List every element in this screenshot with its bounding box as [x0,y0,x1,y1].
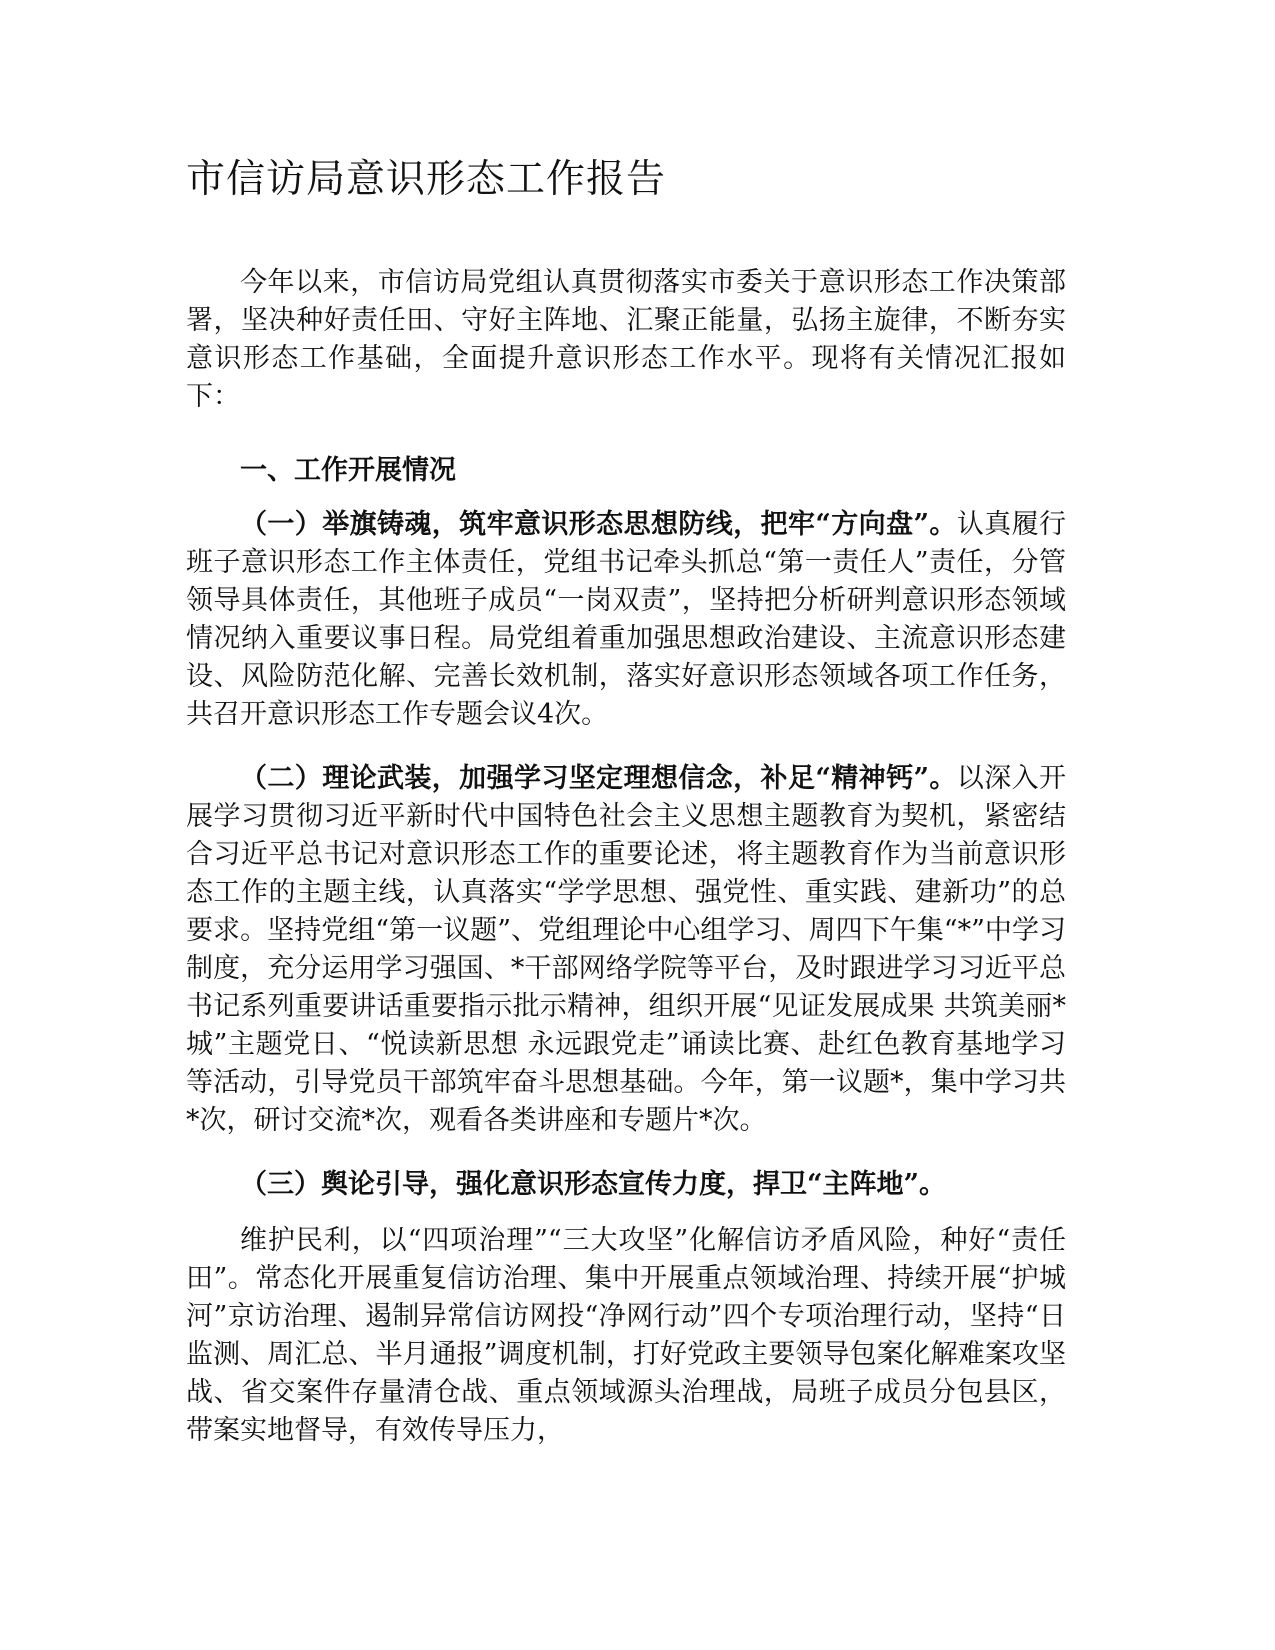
item-heading-2: （二）理论武装，加强学习坚定理想信念，补足“精神钙”。 [240,763,957,794]
document-title: 市信访局意识形态工作报告 [186,157,667,202]
intro-paragraph: 今年以来，市信访局党组认真贯彻落实市委关于意识形态工作决策部署，坚决种好责任田、守好主阵地、汇聚正能量，弘扬主旋律，不断夯实意识形态工作基础，全面提升意识形态工作水平。现将有关情况汇报如下： [186,267,1066,412]
section-heading: 一、工作开展情况 [240,455,456,486]
item-body-2: 以深入开展学习贯彻习近平新时代中国特色社会主义思想主题教育为契机，紧密结合习近平总书记对意识形态工作的重要论述，将主题教育作为当前意识形态工作的主题主线，认真落实“学学思想、强党性、重实践、建新功”的总要求。坚持党组“第一议题”、党组理论中心组学习、周四下午集“*”中学习制度，充分运用学习强国、*干部网络学院等平台，及时跟进学习习近平总书记系列重要讲话重要指示批示精神，组织开展“见证发展成果 共筑美丽*城”主题党日、“悦读新思想 永远跟党走”诵读比赛、赴红色教育基地学习等活动，引导党员干部筑牢奋斗思想基础。今年，第一议题*，集中学习共*次，研讨交流*次，观看各类讲座和专题片*次。 [186,763,1067,1136]
item-paragraph-1 [186,506,1066,734]
item-body-3: 维护民利，以“四项治理”“三大攻坚”化解信访矛盾风险，种好“责任田”。常态化开展重复信访治理、集中开展重点领域治理、持续开展“护城河”京访治理、遏制异常信访网投“净网行动”四个专项治理行动，坚持“日监测、周汇总、半月通报”调度机制，打好党政主要领导包案化解难案攻坚战、省交案件存量清仓战、重点领域源头治理战，局班子成员分包县区，带案实地督导，有效传导压力， [186,1225,1066,1446]
item-body-1: 认真履行班子意识形态工作主体责任，党组书记牵头抓总“第一责任人”责任，分管领导具体责任，其他班子成员“一岗双责”，坚持把分析研判意识形态领域情况纳入重要议事日程。局党组着重加强思想政治建设、主流意识形态建设、风险防范化解、完善长效机制，落实好意识形态领域各项工作任务，共召开意识形态工作专题会议4次。 [186,509,1067,730]
item-heading-3: （三）舆论引导，强化意识形态宣传力度，捍卫“主阵地”。 [240,1169,947,1200]
item-heading-1: （一）举旗铸魂，筑牢意识形态思想防线，把牢“方向盘”。 [240,509,957,540]
item-paragraph-2 [186,760,1066,1140]
